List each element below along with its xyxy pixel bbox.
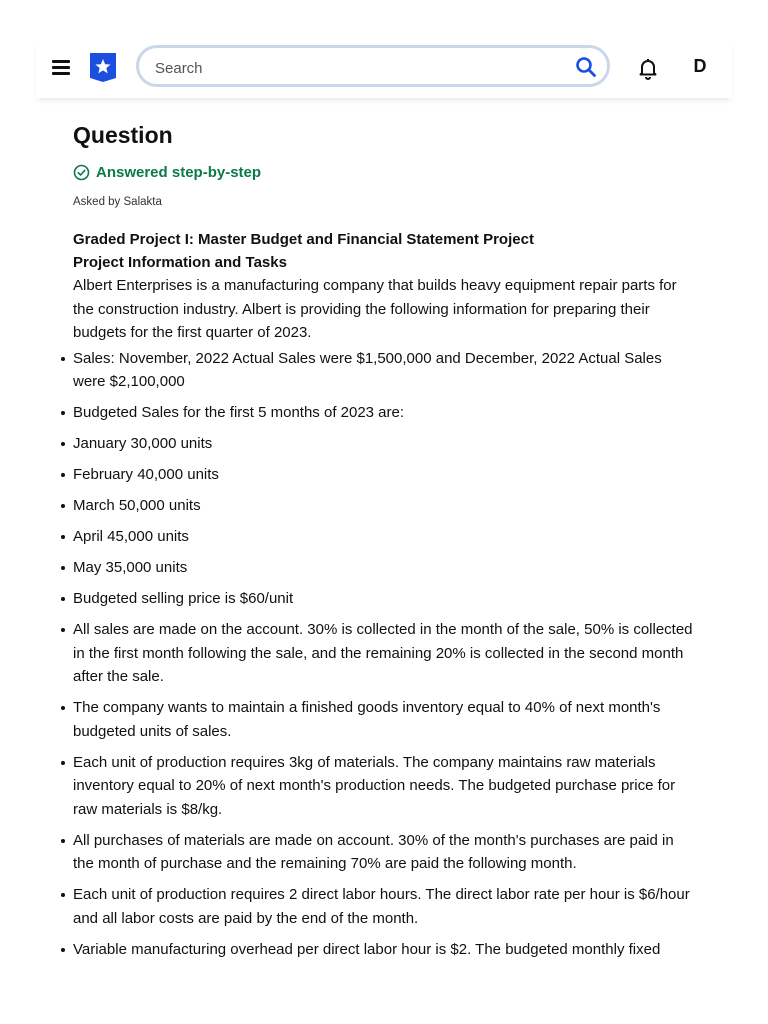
list-item: May 35,000 units <box>73 556 698 580</box>
list-item: Budgeted Sales for the first 5 months of 2023 are: <box>73 401 698 425</box>
brand-logo-icon[interactable] <box>88 51 118 83</box>
question-intro-paragraph: Albert Enterprises is a manufacturing company that builds heavy equipment repair parts for the construction industry. Albert is providing the following information for preparing their budgets for the first quarter of 2023. <box>73 277 677 341</box>
list-item: All sales are made on the account. 30% is collected in the month of the sale, 50% is collected in the first month following the sale, and the remaining 20% is collected in the second month after the sale. <box>73 618 698 689</box>
list-item: January 30,000 units <box>73 432 698 456</box>
answered-status-label: Answered step-by-step <box>96 163 262 181</box>
question-bullet-list <box>73 347 698 962</box>
search-input[interactable] <box>153 56 557 80</box>
list-item: Each unit of production requires 2 direct labor hours. The direct labor rate per hour is $6/hour and all labor costs are paid by the end of the month. <box>73 883 698 930</box>
list-item: April 45,000 units <box>73 525 698 549</box>
user-avatar[interactable]: D <box>693 56 707 76</box>
answered-status-badge <box>73 160 698 184</box>
list-item: The company wants to maintain a finished goods inventory equal to 40% of next month's budgeted units of sales. <box>73 696 698 743</box>
list-item: Variable manufacturing overhead per direct labor hour is $2. The budgeted monthly fixed <box>73 938 698 962</box>
list-item: Sales: November, 2022 Actual Sales were $1,500,000 and December, 2022 Actual Sales were $2,100,000 <box>73 347 698 394</box>
list-item: March 50,000 units <box>73 494 698 518</box>
search-bar[interactable] <box>136 45 610 87</box>
question-title-line-1: Graded Project I: Master Budget and Financial Statement Project <box>73 231 534 248</box>
search-icon[interactable] <box>575 56 597 78</box>
page-title: Question <box>73 122 173 148</box>
list-item: Budgeted selling price is $60/unit <box>73 587 698 611</box>
list-item: Each unit of production requires 3kg of materials. The company maintains raw materials inventory equal to 20% of next month's production needs. The budgeted purchase price for raw materials is $8/kg. <box>73 751 698 822</box>
question-content <box>73 118 698 969</box>
notification-bell-icon[interactable] <box>636 56 660 80</box>
question-title-line-2: Project Information and Tasks <box>73 254 287 271</box>
top-navigation-bar <box>36 38 732 98</box>
hamburger-menu-icon[interactable] <box>52 60 70 75</box>
check-circle-icon <box>73 164 90 181</box>
question-title <box>73 228 698 274</box>
list-item: February 40,000 units <box>73 463 698 487</box>
asked-by-label: Asked by Salakta <box>73 196 162 208</box>
list-item: All purchases of materials are made on account. 30% of the month's purchases are paid in the month of purchase and the remaining 70% are paid the following month. <box>73 829 698 876</box>
